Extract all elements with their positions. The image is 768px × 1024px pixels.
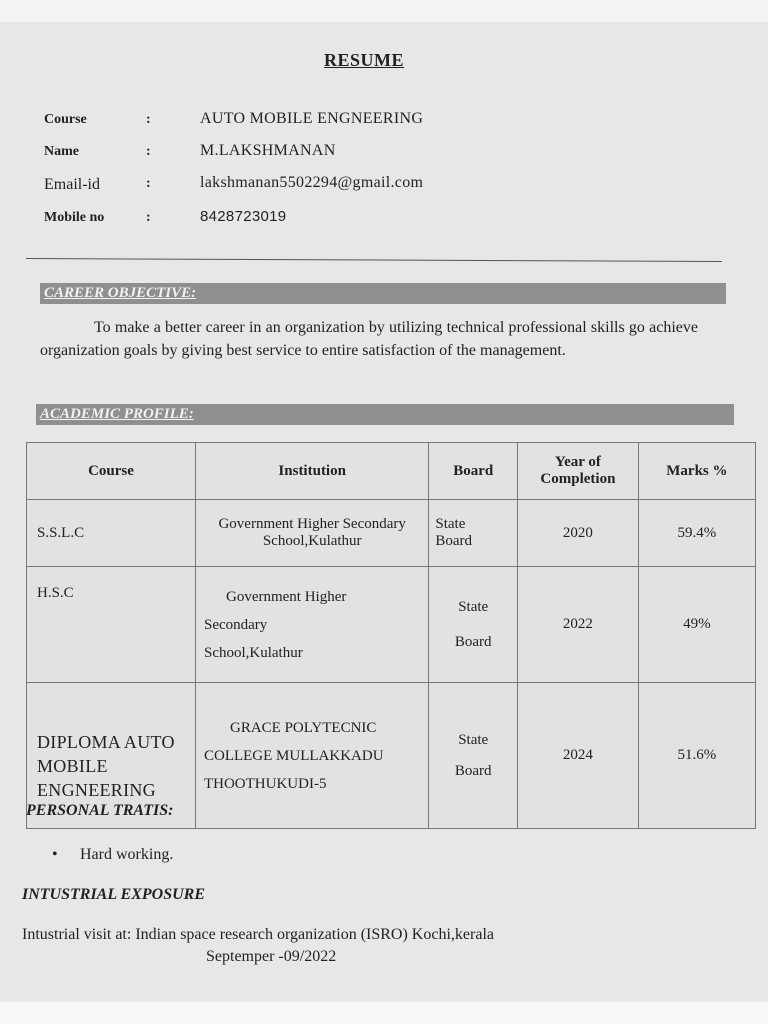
board-line: Board	[454, 633, 492, 650]
info-value: M.LAKSHMANAN	[200, 142, 336, 159]
board-line: Board	[454, 762, 492, 779]
info-label: Mobile no	[44, 210, 105, 225]
personal-traits-heading: PERSONAL TRATIS:	[26, 802, 174, 819]
info-label: Course	[44, 112, 87, 127]
board-line: State	[458, 598, 489, 615]
info-value-email[interactable]: lakshmanan5502294@gmail.com	[200, 174, 424, 191]
institution-cell	[195, 683, 428, 829]
course-cell: H.S.C	[27, 567, 196, 683]
info-colon: :	[146, 112, 151, 127]
industrial-visit-text: Intustrial visit at: Indian space research organization (ISRO) Kochi,kerala	[22, 926, 494, 943]
course-cell: S.S.L.C	[27, 500, 196, 567]
column-header: Marks %	[638, 443, 755, 500]
year-cell: 2020	[518, 500, 639, 567]
course-cell: DIPLOMA AUTO MOBILE ENGNEERING	[27, 683, 196, 829]
page-margin	[0, 1002, 768, 1024]
year-cell: 2022	[518, 567, 639, 683]
board-line: Board	[435, 533, 473, 549]
info-row-course	[44, 108, 684, 132]
table-header-row	[27, 443, 756, 500]
column-header: Institution	[195, 443, 428, 500]
board-line: State	[458, 731, 489, 748]
info-colon: :	[146, 176, 151, 191]
info-row-name	[44, 140, 684, 164]
marks-cell: 51.6%	[638, 683, 755, 829]
board-cell	[429, 683, 518, 829]
industrial-visit-date: Septemper -09/2022	[206, 948, 337, 965]
institution-line: School,Kulathur	[203, 644, 303, 661]
column-header: Year of Completion	[518, 443, 639, 500]
board-line: State	[435, 516, 466, 532]
marks-cell: 59.4%	[638, 500, 755, 567]
institution-line: GRACE POLYTECNIC	[229, 719, 377, 736]
institution-cell	[195, 500, 428, 567]
institution-line: School,Kulathur	[262, 533, 362, 549]
info-colon: :	[146, 144, 151, 159]
institution-line: Government Higher	[225, 588, 347, 605]
year-cell: 2024	[518, 683, 639, 829]
industrial-exposure-heading: INTUSTRIAL EXPOSURE	[22, 886, 205, 903]
resume-title: RESUME	[324, 50, 405, 70]
info-colon: :	[146, 210, 151, 225]
board-cell	[429, 567, 518, 683]
institution-line: COLLEGE MULLAKKADU	[203, 747, 384, 764]
institution-line: THOOTHUKUDI-5	[203, 775, 327, 792]
academic-profile-heading: ACADEMIC PROFILE:	[36, 404, 734, 425]
bullet-icon: •	[52, 846, 58, 863]
trait-text: Hard working.	[80, 846, 174, 863]
table-row	[27, 567, 756, 683]
column-header: Course	[27, 443, 196, 500]
info-row-mobile	[44, 206, 684, 230]
institution-cell	[195, 567, 428, 683]
institution-line: Secondary	[203, 616, 268, 633]
table-row	[27, 500, 756, 567]
info-value: 8428723019	[200, 208, 287, 225]
institution-line: Government Higher Secondary	[218, 516, 406, 532]
info-label: Name	[44, 144, 79, 159]
academic-table	[26, 442, 756, 829]
marks-cell: 49%	[638, 567, 755, 683]
info-label: Email-id	[44, 176, 100, 193]
career-objective-heading: CAREER OBJECTIVE:	[40, 283, 726, 304]
info-value: AUTO MOBILE ENGNEERING	[200, 110, 424, 127]
column-header: Board	[429, 443, 518, 500]
info-row-email	[44, 172, 684, 196]
board-cell	[429, 500, 518, 567]
career-objective-text: To make a better career in an organization by utilizing technical professional skills go achieve organization goals by giving best service to entire satisfaction of the management.	[40, 319, 698, 359]
